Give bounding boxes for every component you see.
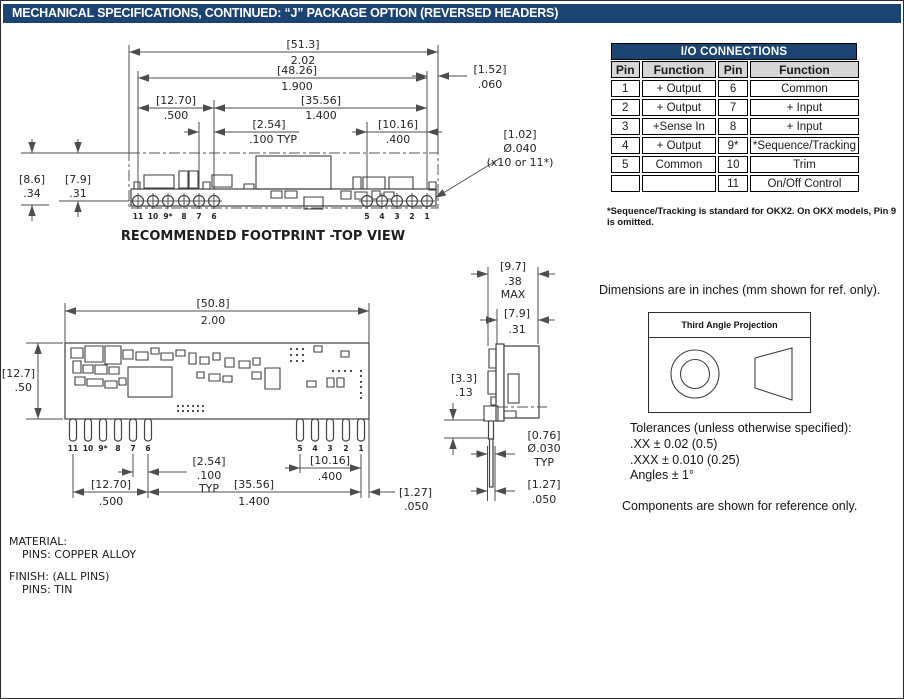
ev-dim-pindia-dia: Ø.030 xyxy=(527,442,561,455)
io-row-1 xyxy=(611,80,859,97)
pin-label-9: 9* xyxy=(163,212,173,221)
cell-pin: 6 xyxy=(718,80,748,97)
io-row-2 xyxy=(611,99,859,116)
dim-rightgroup-mm: [10.16] xyxy=(377,118,419,131)
cell-pin xyxy=(611,175,640,192)
dim-depthpins-in: .31 xyxy=(69,187,87,200)
col-header-function-2: Function xyxy=(750,61,859,78)
pin-label-10: 10 xyxy=(147,212,159,221)
sv-dim-pitch-mm: [2.54] xyxy=(192,455,226,468)
dim-edge-in: .060 xyxy=(477,78,503,91)
units-note: Dimensions are in inches (mm shown for ref. only). xyxy=(599,283,881,297)
sv-dim-rightgroup-mm: [10.16] xyxy=(309,454,351,467)
projection-title: Third Angle Projection xyxy=(649,313,810,338)
sv-pin-4: 4 xyxy=(312,444,318,453)
dim-leftgroup-in: .500 xyxy=(163,109,189,122)
pin-label-3: 3 xyxy=(394,212,400,221)
sv-dim-overall-in: 2.00 xyxy=(200,314,226,327)
sv-dim-edge-mm: [1.27] xyxy=(399,486,433,499)
material-block xyxy=(9,536,136,596)
cell-function xyxy=(642,175,717,192)
cell-pin: 2 xyxy=(611,99,640,116)
cell-function: Trim xyxy=(750,156,859,173)
dim-leftgroup-mm: [12.70] xyxy=(155,94,197,107)
pin-label-6: 6 xyxy=(211,212,217,221)
col-header-pin-2: Pin xyxy=(718,61,748,78)
sv-pin-5: 5 xyxy=(297,444,303,453)
pin-label-4: 4 xyxy=(379,212,385,221)
cell-pin: 10 xyxy=(718,156,748,173)
sv-pin-1: 1 xyxy=(358,444,364,453)
io-table-header-row xyxy=(611,61,859,78)
sv-dim-height-mm: [12.7] xyxy=(1,367,35,380)
side-view-pins xyxy=(70,419,365,441)
third-angle-projection-box xyxy=(648,312,811,413)
sv-pin-10: 10 xyxy=(82,444,94,453)
sv-pin-8: 8 xyxy=(115,444,121,453)
dim-edge-mm: [1.52] xyxy=(473,63,507,76)
ev-dim-width-mm: [7.9] xyxy=(503,307,531,320)
material-pins: PINS: COPPER ALLOY xyxy=(22,547,137,561)
components-note: Components are shown for reference only. xyxy=(622,499,858,513)
sv-dim-rightgroup-in: .400 xyxy=(317,470,343,483)
cell-function: + Output xyxy=(642,99,717,116)
pin-label-8: 8 xyxy=(181,212,187,221)
cell-function: +Sense In xyxy=(642,118,717,135)
dim-span-in: 1.400 xyxy=(305,109,337,122)
pin-lead xyxy=(490,439,494,487)
third-angle-projection-symbol xyxy=(649,338,810,412)
tolerance-xx: .XX ± 0.02 (0.5) xyxy=(630,436,718,451)
cell-pin: 3 xyxy=(611,118,640,135)
dim-pinrow-in: 1.900 xyxy=(281,80,313,93)
sv-pin-6: 6 xyxy=(145,444,151,453)
cell-function: On/Off Control xyxy=(750,175,859,192)
sv-dim-overall-mm: [50.8] xyxy=(196,297,230,310)
dim-depthpins-mm: [7.9] xyxy=(64,173,92,186)
cell-function: Common xyxy=(642,156,717,173)
col-header-function-1: Function xyxy=(642,61,717,78)
tolerance-xxx: .XXX ± 0.010 (0.25) xyxy=(630,452,740,467)
cell-function: + Input xyxy=(750,99,859,116)
ev-dim-pinedge-mm: [1.27] xyxy=(527,478,561,491)
pin-label-11: 11 xyxy=(132,212,144,221)
dim-pinrow-mm: [48.26] xyxy=(276,64,318,77)
dim-depthouter-in: .34 xyxy=(23,187,41,200)
cell-function: + Input xyxy=(750,118,859,135)
io-row-3 xyxy=(611,118,859,135)
cell-pin: 8 xyxy=(718,118,748,135)
ev-dim-width-in: .31 xyxy=(508,323,526,336)
io-table-title: I/O CONNECTIONS xyxy=(611,43,857,60)
finish-heading: FINISH: (ALL PINS) xyxy=(9,570,110,583)
sv-dim-span-in: 1.400 xyxy=(238,495,270,508)
side-view xyxy=(2,297,432,513)
dim-overall-mm: [51.3] xyxy=(286,38,320,51)
large-component-outline xyxy=(256,156,331,189)
dim-hole-dia: Ø.040 xyxy=(503,142,537,155)
cell-function: Common xyxy=(750,80,859,97)
cell-pin: 9* xyxy=(718,137,748,154)
end-view xyxy=(444,260,561,506)
ev-dim-max-note: MAX xyxy=(500,288,526,301)
sv-pin-3: 3 xyxy=(327,444,333,453)
top-view-caption: RECOMMENDED FOOTPRINT -TOP VIEW xyxy=(120,229,406,244)
dim-hole-mm: [1.02] xyxy=(503,128,537,141)
finish-pins: PINS: TIN xyxy=(22,582,73,596)
sv-pin-11: 11 xyxy=(67,444,79,453)
pcb-edge xyxy=(496,344,504,421)
page-title: MECHANICAL SPECIFICATIONS, CONTINUED: “J” PACKAGE OPTION (REVERSED HEADERS) xyxy=(12,6,559,20)
dim-hole-qty: (x10 or 11*) xyxy=(486,156,554,169)
cell-function: + Output xyxy=(642,80,717,97)
material-heading: MATERIAL: xyxy=(9,535,68,548)
pin-label-5: 5 xyxy=(364,212,370,221)
tolerance-angles: Angles ± 1° xyxy=(630,468,694,483)
cell-pin: 4 xyxy=(611,137,640,154)
sv-dim-pitch-typ: TYP xyxy=(198,482,220,495)
ev-dim-pindia-note: TYP xyxy=(533,456,555,469)
dim-depthouter-mm: [8.6] xyxy=(18,173,46,186)
pin-shoulder xyxy=(489,421,494,439)
col-header-pin-1: Pin xyxy=(611,61,640,78)
cell-function: + Output xyxy=(642,137,717,154)
ev-dim-standoff-in: .13 xyxy=(455,386,473,399)
io-connections-table xyxy=(609,43,861,194)
ev-dim-max-in: .38 xyxy=(504,275,522,288)
io-table xyxy=(609,59,861,194)
cell-pin: 5 xyxy=(611,156,640,173)
dim-pitch-mm: [2.54] xyxy=(252,118,286,131)
ev-dim-max-mm: [9.7] xyxy=(499,260,527,273)
io-row-6 xyxy=(611,175,859,192)
pin-label-2: 2 xyxy=(409,212,415,221)
dim-span-mm: [35.56] xyxy=(300,94,342,107)
sv-dim-leftgroup-mm: [12.70] xyxy=(90,478,132,491)
ev-dim-standoff-mm: [3.3] xyxy=(450,372,478,385)
sv-dim-edge-in: .050 xyxy=(404,500,429,513)
top-view-footprint xyxy=(19,38,553,244)
pin-label-1: 1 xyxy=(424,212,430,221)
dim-rightgroup-in: .400 xyxy=(385,133,411,146)
cell-pin: 1 xyxy=(611,80,640,97)
sv-pin-9: 9* xyxy=(98,444,108,453)
sv-dim-pitch-in: .100 xyxy=(196,469,222,482)
sv-dim-leftgroup-in: .500 xyxy=(98,495,124,508)
ev-dim-pindia-mm: [0.76] xyxy=(527,429,561,442)
cell-pin: 7 xyxy=(718,99,748,116)
pin-label-7: 7 xyxy=(196,212,202,221)
dim-overall-in: 2.02 xyxy=(290,54,316,67)
ev-dim-pinedge-in: .050 xyxy=(531,493,557,506)
io-table-footnote: *Sequence/Tracking is standard for OKX2. On OKX models, Pin 9 is omitted. xyxy=(607,205,897,227)
io-row-5 xyxy=(611,156,859,173)
tolerances-heading: Tolerances (unless otherwise specified): xyxy=(630,421,852,435)
tolerances-block xyxy=(630,421,852,484)
cell-function: *Sequence/Tracking xyxy=(750,137,859,154)
sv-dim-span-mm: [35.56] xyxy=(233,478,275,491)
sv-pin-2: 2 xyxy=(343,444,349,453)
cell-pin: 11 xyxy=(718,175,748,192)
sv-pin-7: 7 xyxy=(130,444,136,453)
dim-pitch-in: .100 TYP xyxy=(248,133,298,146)
io-row-4 xyxy=(611,137,859,154)
sv-dim-height-in: .50 xyxy=(14,381,32,394)
